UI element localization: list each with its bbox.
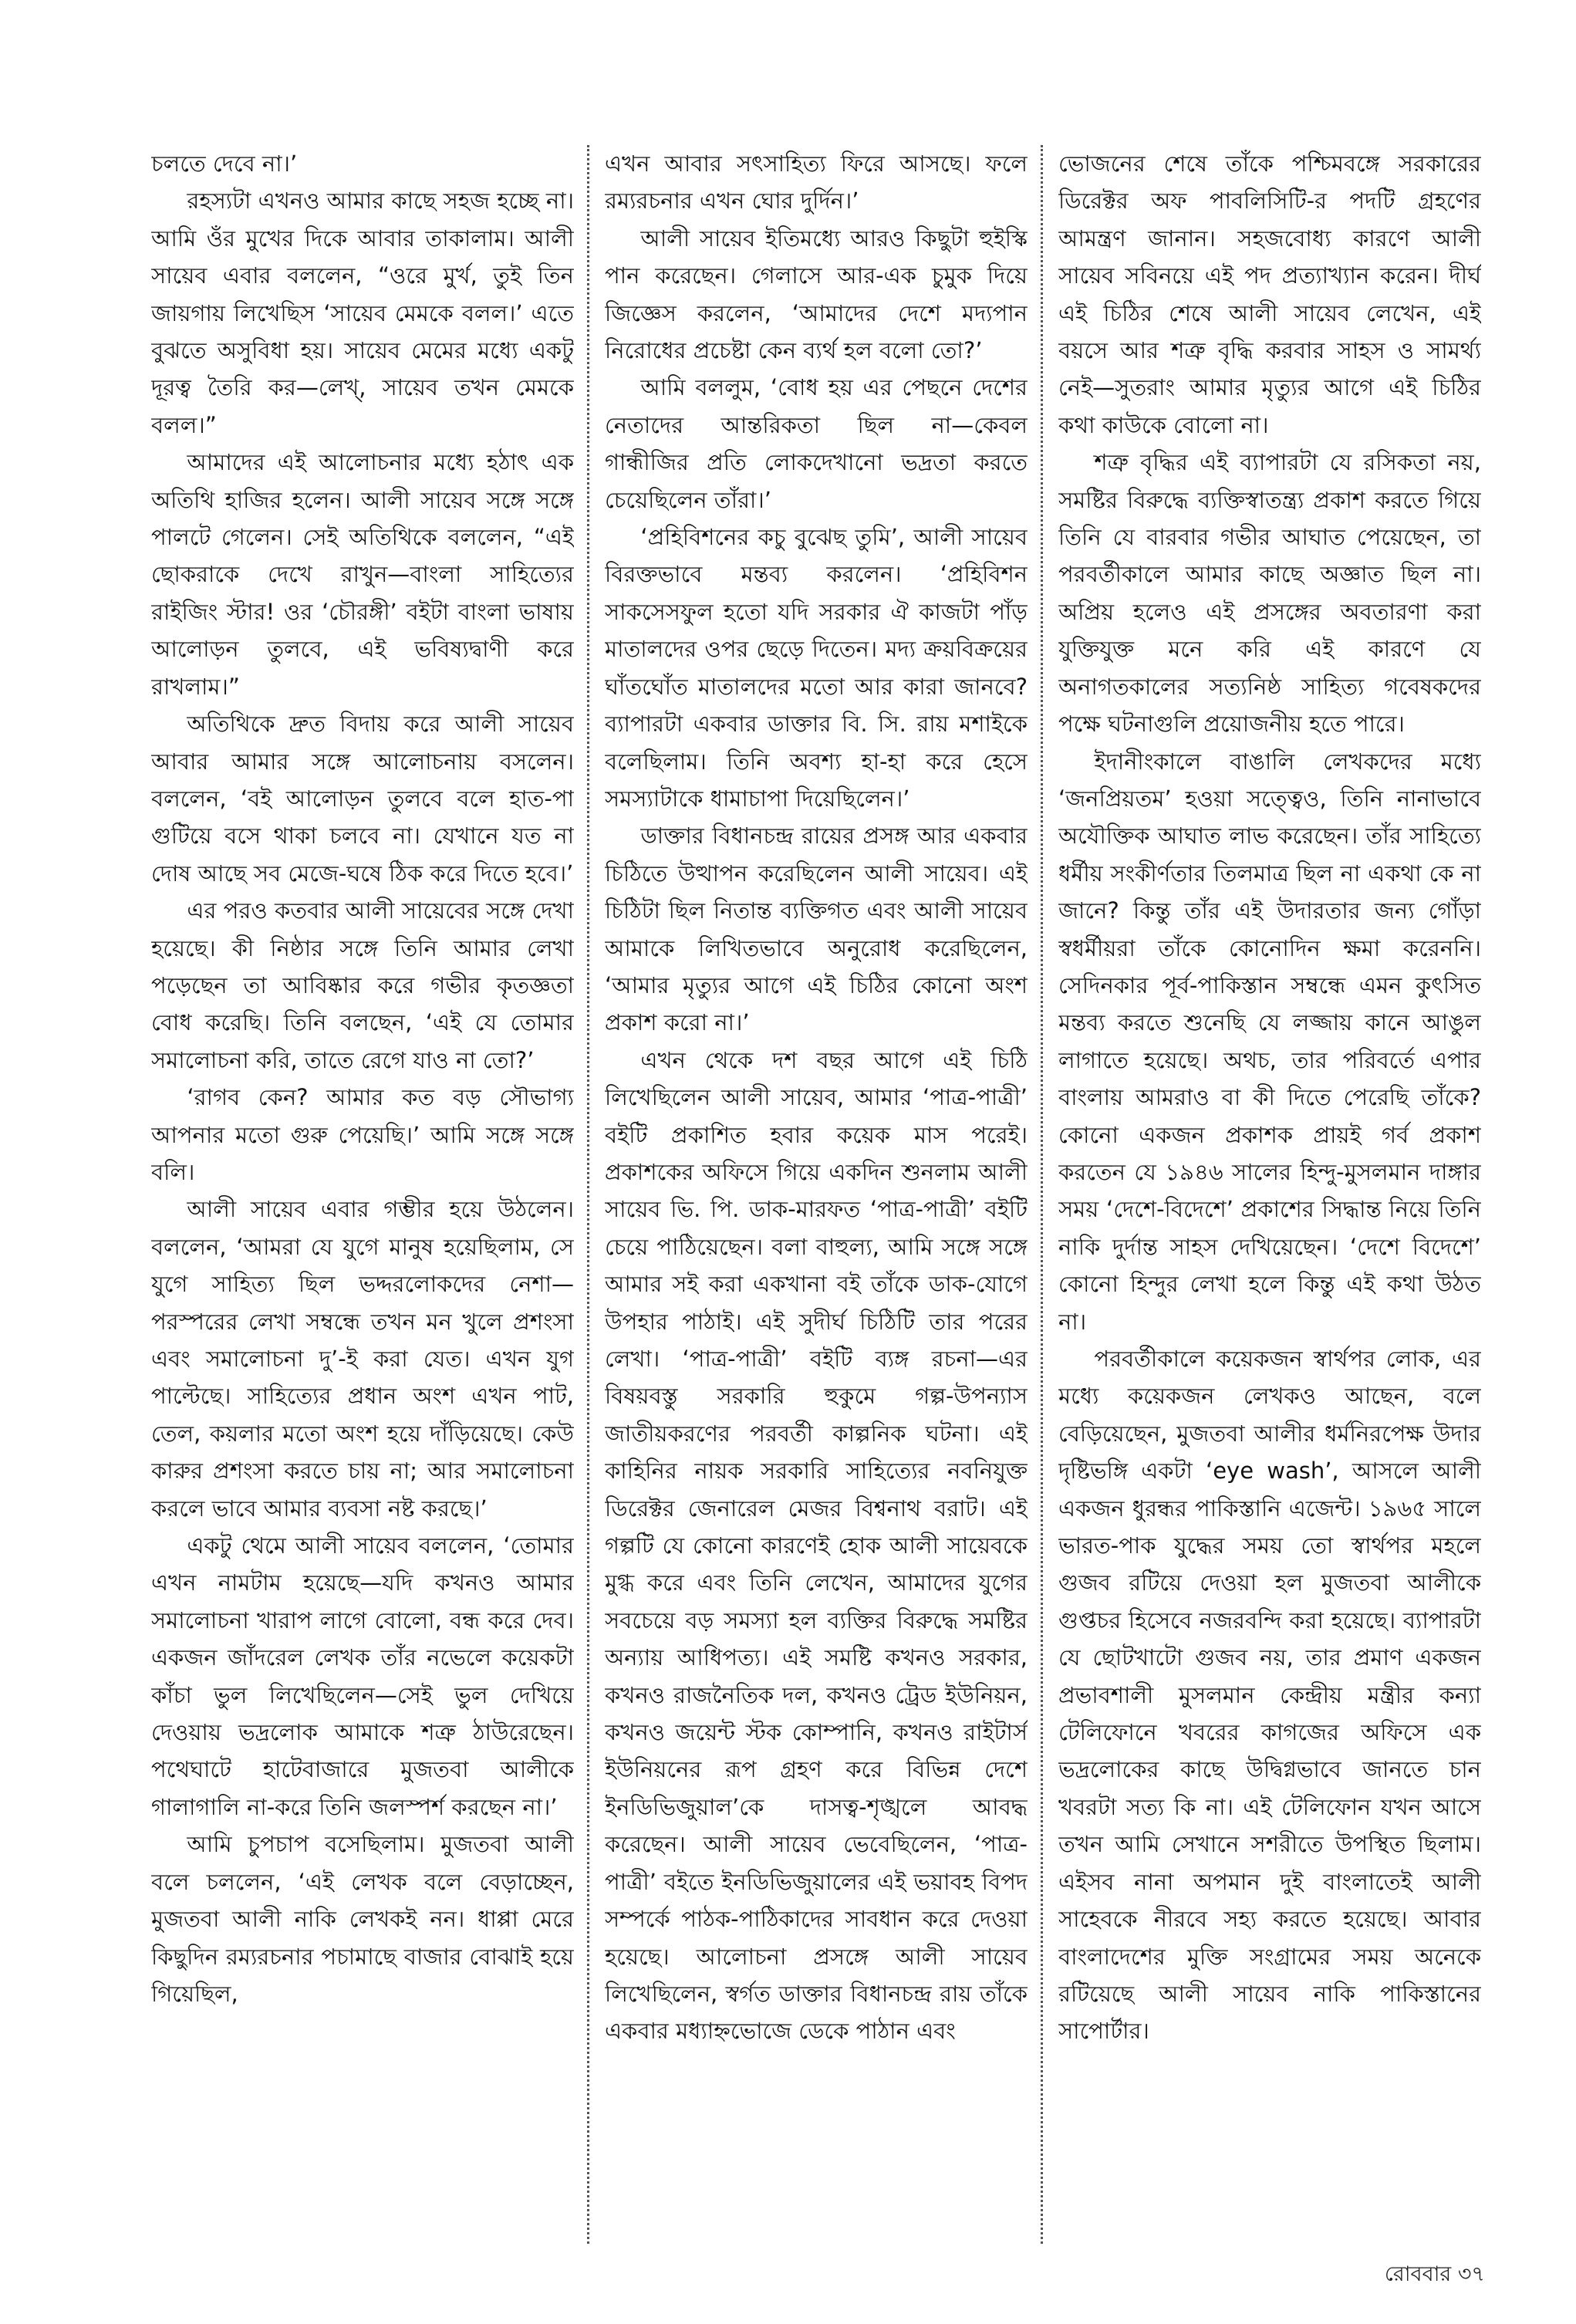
paragraph: এখন থেকে দশ বছর আগে এই চিঠি লিখেছিলেন আলী সায়েব, আমার ‘পাত্র-পাত্রী’ বইটি প্রকাশিত হবার কয়েক মাস পরেই। প্রকাশকের অফিসে গিয়ে একদিন শুনলাম আলী সায়েব ভি. পি. ডাক-মারফত ‘পাত্র-পাত্রী’ বইটি চেয়ে পাঠিয়েছেন। বলা বাহুল্য, আমি সঙ্গে সঙ্গে আমার সই করা একখানা বই তাঁকে ডাক-যোগে উপহার পাঠাই। এই সুদীর্ঘ চিঠিটি তার পরের লেখা। ‘পাত্র-পাত্রী’ বইটি ব্যঙ্গ রচনা—এর বিষয়বস্তু সরকারি হুকুমে গল্প-উপন্যাস জাতীয়করণের পরবর্তী কাল্পনিক ঘটনা। এই কাহিনির নায়ক সরকারি সাহিত্যের নবনিযুক্ত ডিরেক্টর জেনারেল মেজর বিশ্বনাথ বরাট। এই গল্পটি যে কোনো কারণেই হোক আলী সায়েবকে মুগ্ধ করে এবং তিনি লেখেন, আমাদের যুগের সবচেয়ে বড় সমস্যা হল ব্যক্তির বিরুদ্ধে সমষ্টির অন্যায় আধিপত্য। এই সমষ্টি কখনও সরকার, কখনও রাজনৈতিক দল, কখনও ট্রেড ইউনিয়ন, কখনও জয়েন্ট স্টক কোম্পানি, কখনও রাইটার্স ইউনিয়নের রূপ গ্রহণ করে বিভিন্ন দেশে ইনডিভিজুয়াল’কে দাসত্ব-শৃঙ্খলে আবদ্ধ করেছেন। আলী সায়েব ভেবেছিলেন, ‘পাত্র-পাত্রী’ বইতে ইনডিভিজুয়ালের এই ভয়াবহ বিপদ সম্পর্কে পাঠক-পাঠিকাদের সাবধান করে দেওয়া হয়েছে। আলোচনা প্রসঙ্গে আলী সায়েব লিখেছিলেন, স্বর্গত ডাক্তার বিধানচন্দ্র রায় তাঁকে একবার মধ্যাহ্নভোজে ডেকে পাঠান এবং — [605, 1046, 1028, 2045]
paragraph: এখন আবার সৎসাহিত্য ফিরে আসছে। ফলে রম্যরচনার এখন ঘোর দুর্দিন।’ — [605, 150, 1028, 214]
magazine-name: রোববার — [1384, 2262, 1452, 2286]
paragraph: রহস্যটা এখনও আমার কাছে সহজ হচ্ছে না। আমি ওঁর মুখের দিকে আবার তাকালাম। আলী সায়েব এবার বললেন, “ওরে মুর্খ, তুই তিন জায়গায় লিখেছিস ‘সায়েব মেমকে বলল।’ এতে বুঝতে অসুবিধা হয়। সায়েব মেমের মধ্যে একটু দূরত্ব তৈরি কর—লেখ্, সায়েব তখন মেমকে বলল।” — [151, 187, 574, 438]
column-divider — [587, 145, 589, 2244]
paragraph: অতিথিকে দ্রুত বিদায় করে আলী সায়েব আবার আমার সঙ্গে আলোচনায় বসলেন। বললেন, ‘বই আলোড়ন তুলবে বলে হাত-পা গুটিয়ে বসে থাকা চলবে না। যেখানে যত না দোষ আছে সব মেজে-ঘষে ঠিক করে দিতে হবে।’ — [151, 711, 574, 887]
page-footer — [1385, 2261, 1485, 2289]
text-column-2 — [605, 145, 1028, 2244]
paragraph: ভোজনের শেষে তাঁকে পশ্চিমবঙ্গে সরকারের ডিরেক্টর অফ পাবলিসিটি-র পদটি গ্রহণের আমন্ত্রণ জানান। সহজবোধ্য কারণে আলী সায়েব সবিনয়ে এই পদ প্রত্যাখ্যান করেন। দীর্ঘ এই চিঠির শেষে আলী সায়েব লেখেন, এই বয়সে আর শত্রু বৃদ্ধি করবার সাহস ও সামর্থ্য নেই—সুতরাং আমার মৃত্যুর আগে এই চিঠির কথা কাউকে বোলো না। — [1058, 150, 1481, 438]
column-divider — [1041, 145, 1043, 2244]
paragraph: শত্রু বৃদ্ধির এই ব্যাপারটা যে রসিকতা নয়, সমষ্টির বিরুদ্ধে ব্যক্তিস্বাতন্ত্র্য প্রকাশ করতে গিয়ে তিনি যে বারবার গভীর আঘাত পেয়েছেন, তা পরবর্তীকালে আমার কাছে অজ্ঞাত ছিল না। অপ্রিয় হলেও এই প্রসঙ্গের অবতারণা করা যুক্তিযুক্ত মনে করি এই কারণে যে অনাগতকালের সত্যনিষ্ঠ সাহিত্য গবেষকদের পক্ষে ঘটনাগুলি প্রয়োজনীয় হতে পারে। — [1058, 449, 1481, 738]
paragraph: ‘প্রহিবিশনের কচু বুঝেছ তুমি’, আলী সায়েব বিরক্তভাবে মন্তব্য করলেন। ‘প্রহিবিশন সাকসেসফুল হতো যদি সরকার ঐ কাজটা পাঁড় মাতালদের ওপর ছেড়ে দিতেন। মদ্য ক্রয়বিক্রয়ের ঘাঁতঘোঁত মাতালদের মতো আর কারা জানবে? ব্যাপারটা একবার ডাক্তার বি. সি. রায় মশাইকে বলেছিলাম। তিনি অবশ্য হা-হা করে হেসে সমস্যাটাকে ধামাচাপা দিয়েছিলেন।’ — [605, 524, 1028, 812]
paragraph: আমাদের এই আলোচনার মধ্যে হঠাৎ এক অতিথি হাজির হলেন। আলী সায়েব সঙ্গে সঙ্গে পালটে গেলেন। সেই অতিথিকে বললেন, “এই ছোকরাকে দেখে রাখুন—বাংলা সাহিত্যের রাইজিং স্টার! ওর ‘চৌরঙ্গী’ বইটা বাংলা ভাষায় আলোড়ন তুলবে, এই ভবিষ্যদ্বাণী করে রাখলাম।” — [151, 449, 574, 700]
page-number: ৩৭ — [1457, 2262, 1485, 2286]
paragraph: পরবর্তীকালে কয়েকজন স্বার্থপর লোক, এর মধ্যে কয়েকজন লেখকও আছেন, বলে বেড়িয়েছেন, মুজতবা আলীর ধর্মনিরপেক্ষ উদার দৃষ্টিভঙ্গি একটা ‘eye wash’, আসলে আলী একজন ধুরন্ধর পাকিস্তানি এজেন্ট। ১৯৬৫ সালে ভারত-পাক যুদ্ধের সময় তো স্বার্থপর মহলে গুজব রটিয়ে দেওয়া হল মুজতবা আলীকে গুপ্তচর হিসেবে নজরবন্দি করা হয়েছে। ব্যাপারটা যে ছোটখাটো গুজব নয়, তার প্রমাণ একজন প্রভাবশালী মুসলমান কেন্দ্রীয় মন্ত্রীর কন্যা টেলিফোনে খবরের কাগজের অফিসে এক ভদ্রলোকের কাছে উদ্বিগ্নভাবে জানতে চান খবরটা সত্য কি না। এই টেলিফোন যখন আসে তখন আমি সেখানে সশরীতে উপস্থিত ছিলাম। এইসব নানা অপমান দুই বাংলাতেই আলী সাহেবকে নীরবে সহ্য করতে হয়েছে। আবার বাংলাদেশের মুক্তি সংগ্রামের সময় অনেকে রটিয়েছে আলী সায়েব নাকি পাকিস্তানের সাপোর্টার। — [1058, 1346, 1481, 2045]
paragraph: এর পরও কতবার আলী সায়েবের সঙ্গে দেখা হয়েছে। কী নিষ্ঠার সঙ্গে তিনি আমার লেখা পড়েছেন তা আবিষ্কার করে গভীর কৃতজ্ঞতা বোধ করেছি। তিনি বলছেন, ‘এই যে তোমার সমালোচনা করি, তাতে রেগে যাও না তো?’ — [151, 897, 574, 1073]
paragraph: ইদানীংকালে বাঙালি লেখকদের মধ্যে ‘জনপ্রিয়তম’ হওয়া সত্ত্বেও, তিনি নানাভাবে অযৌক্তিক আঘাত লাভ করেছেন। তাঁর সাহিত্যে ধর্মীয় সংকীর্ণতার তিলমাত্র ছিল না একথা কে না জানে? কিন্তু তাঁর এই উদারতার জন্য গোঁড়া স্বধর্মীয়রা তাঁকে কোনোদিন ক্ষমা করেননি। সেদিনকার পূর্ব-পাকিস্তান সম্বন্ধে এমন কুৎসিত মন্তব্য করতে শুনেছি যে লজ্জায় কানে আঙুল লাগাতে হয়েছে। অথচ, তার পরিবর্তে এপার বাংলায় আমরাও বা কী দিতে পেরেছি তাঁকে? কোনো একজন প্রকাশক প্রায়ই গর্ব প্রকাশ করতেন যে ১৯৪৬ সালের হিন্দু-মুসলমান দাঙ্গার সময় ‘দেশে-বিদেশে’ প্রকাশের সিদ্ধান্ত নিয়ে তিনি নাকি দুর্দান্ত সাহস দেখিয়েছেন। ‘দেশে বিদেশে’ কোনো হিন্দুর লেখা হলে কিন্তু এই কথা উঠত না। — [1058, 748, 1481, 1335]
paragraph: চলতে দেবে না।’ — [151, 150, 298, 177]
paragraph: ডাক্তার বিধানচন্দ্র রায়ের প্রসঙ্গ আর একবার চিঠিতে উত্থাপন করেছিলেন আলী সায়েব। এই চিঠিটা ছিল নিতান্ত ব্যক্তিগত এবং আলী সায়েব আমাকে লিখিতভাবে অনুরোধ করেছিলেন, ‘আমার মৃত্যুর আগে এই চিঠির কোনো অংশ প্রকাশ করো না।’ — [605, 823, 1028, 1036]
paragraph: আলী সায়েব ইতিমধ্যে আরও কিছুটা হুইস্কি পান করেছেন। গেলাসে আর-এক চুমুক দিয়ে জিজ্ঞেস করলেন, ‘আমাদের দেশে মদ্যপান নিরোধের প্রচেষ্টা কেন ব্যর্থ হল বলো তো?’ — [605, 225, 1028, 364]
paragraph: আমি চুপচাপ বসেছিলাম। মুজতবা আলী বলে চললেন, ‘এই লেখক বলে বেড়াচ্ছেন, মুজতবা আলী নাকি লেখকই নন। ধাপ্পা মেরে কিছুদিন রম্যরচনার পচামাছে বাজার বোঝাই হয়ে গিয়েছিল, — [151, 1831, 574, 2007]
text-column-3 — [1058, 145, 1481, 2244]
text-column-1 — [151, 145, 574, 2244]
paragraph: ‘রাগব কেন? আমার কত বড় সৌভাগ্য আপনার মতো গুরু পেয়েছি।’ আমি সঙ্গে সঙ্গে বলি। — [151, 1084, 574, 1185]
paragraph: একটু থেমে আলী সায়েব বললেন, ‘তোমার এখন নামটাম হয়েছে—যদি কখনও আমার সমালোচনা খারাপ লাগে বোলো, বন্ধ করে দেব। একজন জাঁদরেল লেখক তাঁর নভেলে কয়েকটা কাঁচা ভুল লিখেছিলেন—সেই ভুল দেখিয়ে দেওয়ায় ভদ্রলোক আমাকে শত্রু ঠাউরেছেন। পথেঘাটে হাটেবাজারে মুজতবা আলীকে গালাগালি না-করে তিনি জলস্পর্শ করছেন না।’ — [151, 1532, 574, 1820]
paragraph: আলী সায়েব এবার গম্ভীর হয়ে উঠলেন। বললেন, ‘আমরা যে যুগে মানুষ হয়েছিলাম, সে যুগে সাহিত্য ছিল ভদ্দরলোকদের নেশা—পরস্পরের লেখা সম্বন্ধে তখন মন খুলে প্রশংসা এবং সমালোচনা দু’-ই করা যেত। এখন যুগ পাল্টেছে। সাহিত্যের প্রধান অংশ এখন পাট, তেল, কয়লার মতো অংশ হয়ে দাঁড়িয়েছে। কেউ কারুর প্রশংসা করতে চায় না; আর সমালোচনা করলে ভাবে আমার ব্যবসা নষ্ট করছে।’ — [151, 1196, 574, 1522]
paragraph: আমি বললুম, ‘বোধ হয় এর পেছনে দেশের নেতাদের আন্তরিকতা ছিল না—কেবল গান্ধীজির প্রতি লোকদেখানো ভদ্রতা করতে চেয়েছিলেন তাঁরা।’ — [605, 374, 1028, 513]
